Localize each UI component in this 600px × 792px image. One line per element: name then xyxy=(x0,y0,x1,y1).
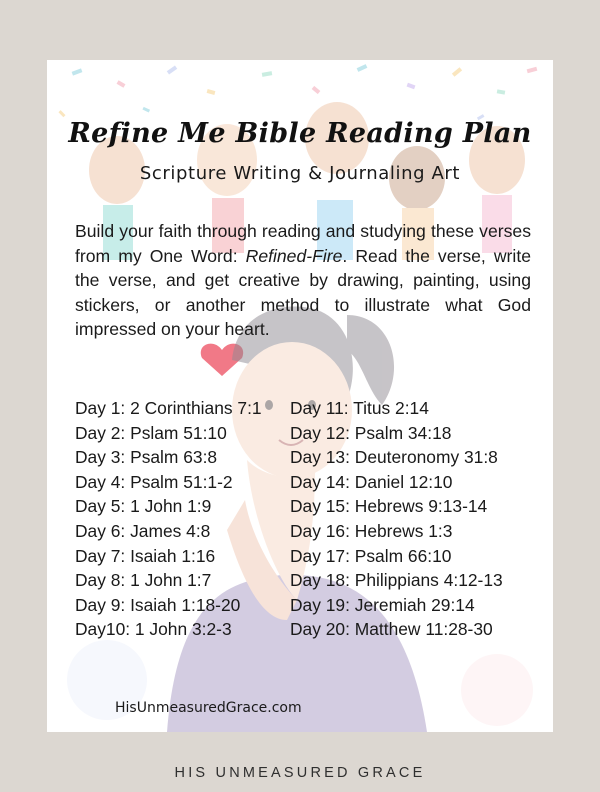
day-5-item: Day 5: 1 John 1:9 xyxy=(75,496,212,517)
day-11-item: Day 11: Titus 2:14 xyxy=(290,398,429,418)
intro-text-start: Build your faith through reading and studying these verses from my One Word: xyxy=(75,221,531,266)
reading-plan-card xyxy=(47,60,553,732)
plan-subtitle: Scripture Writing & Journaling Art xyxy=(139,163,461,184)
intro-emphasis: Refined-Fire xyxy=(245,245,343,266)
intro-text-end: . Read the verse, write the verse, and get creative by drawing, painting, using stickers, or another method to illustrate what God impressed on your heart. xyxy=(75,245,531,339)
day-16-item: Day 16: Hebrews 1:3 xyxy=(290,520,453,541)
day-4-item: Day 4: Psalm 51:1-2 xyxy=(75,471,233,492)
intro-paragraph xyxy=(75,219,531,342)
day-18-item: Day 18: Philippians 4:12-13 xyxy=(290,570,503,591)
day-19-item: Day 19: Jeremiah 29:14 xyxy=(290,594,475,615)
day-20-item: Day 20: Matthew 11:28-30 xyxy=(290,619,493,640)
day-10-item: Day10: 1 John 3:2-3 xyxy=(75,619,232,640)
confetti-icon xyxy=(58,64,537,120)
day-8-item: Day 8: 1 John 1:7 xyxy=(75,570,212,591)
day-14-item: Day 14: Daniel 12:10 xyxy=(290,471,453,492)
day-9-item: Day 9: Isaiah 1:18-20 xyxy=(75,594,241,615)
day-6-item: Day 6: James 4:8 xyxy=(75,520,211,541)
reading-list-days-11-20 xyxy=(290,396,503,642)
day-2-item: Day 2: Pslam 51:10 xyxy=(75,422,227,443)
day-13-item: Day 13: Deuteronomy 31:8 xyxy=(290,447,498,468)
day-12-item: Day 12: Psalm 34:18 xyxy=(290,422,452,443)
plan-title: Refine Me Bible Reading Plan xyxy=(68,118,532,149)
day-17-item: Day 17: Psalm 66:10 xyxy=(290,545,452,566)
day-1-item: Day 1: 2 Corinthians 7:1 xyxy=(75,398,262,418)
website-link[interactable]: HisUnmeasuredGrace.com xyxy=(115,700,302,716)
footer-brand: HIS UNMEASURED GRACE xyxy=(174,765,426,781)
reading-list-days-1-10 xyxy=(75,396,262,642)
day-3-item: Day 3: Psalm 63:8 xyxy=(75,447,218,468)
day-15-item: Day 15: Hebrews 9:13-14 xyxy=(290,496,488,517)
day-7-item: Day 7: Isaiah 1:16 xyxy=(75,545,216,566)
